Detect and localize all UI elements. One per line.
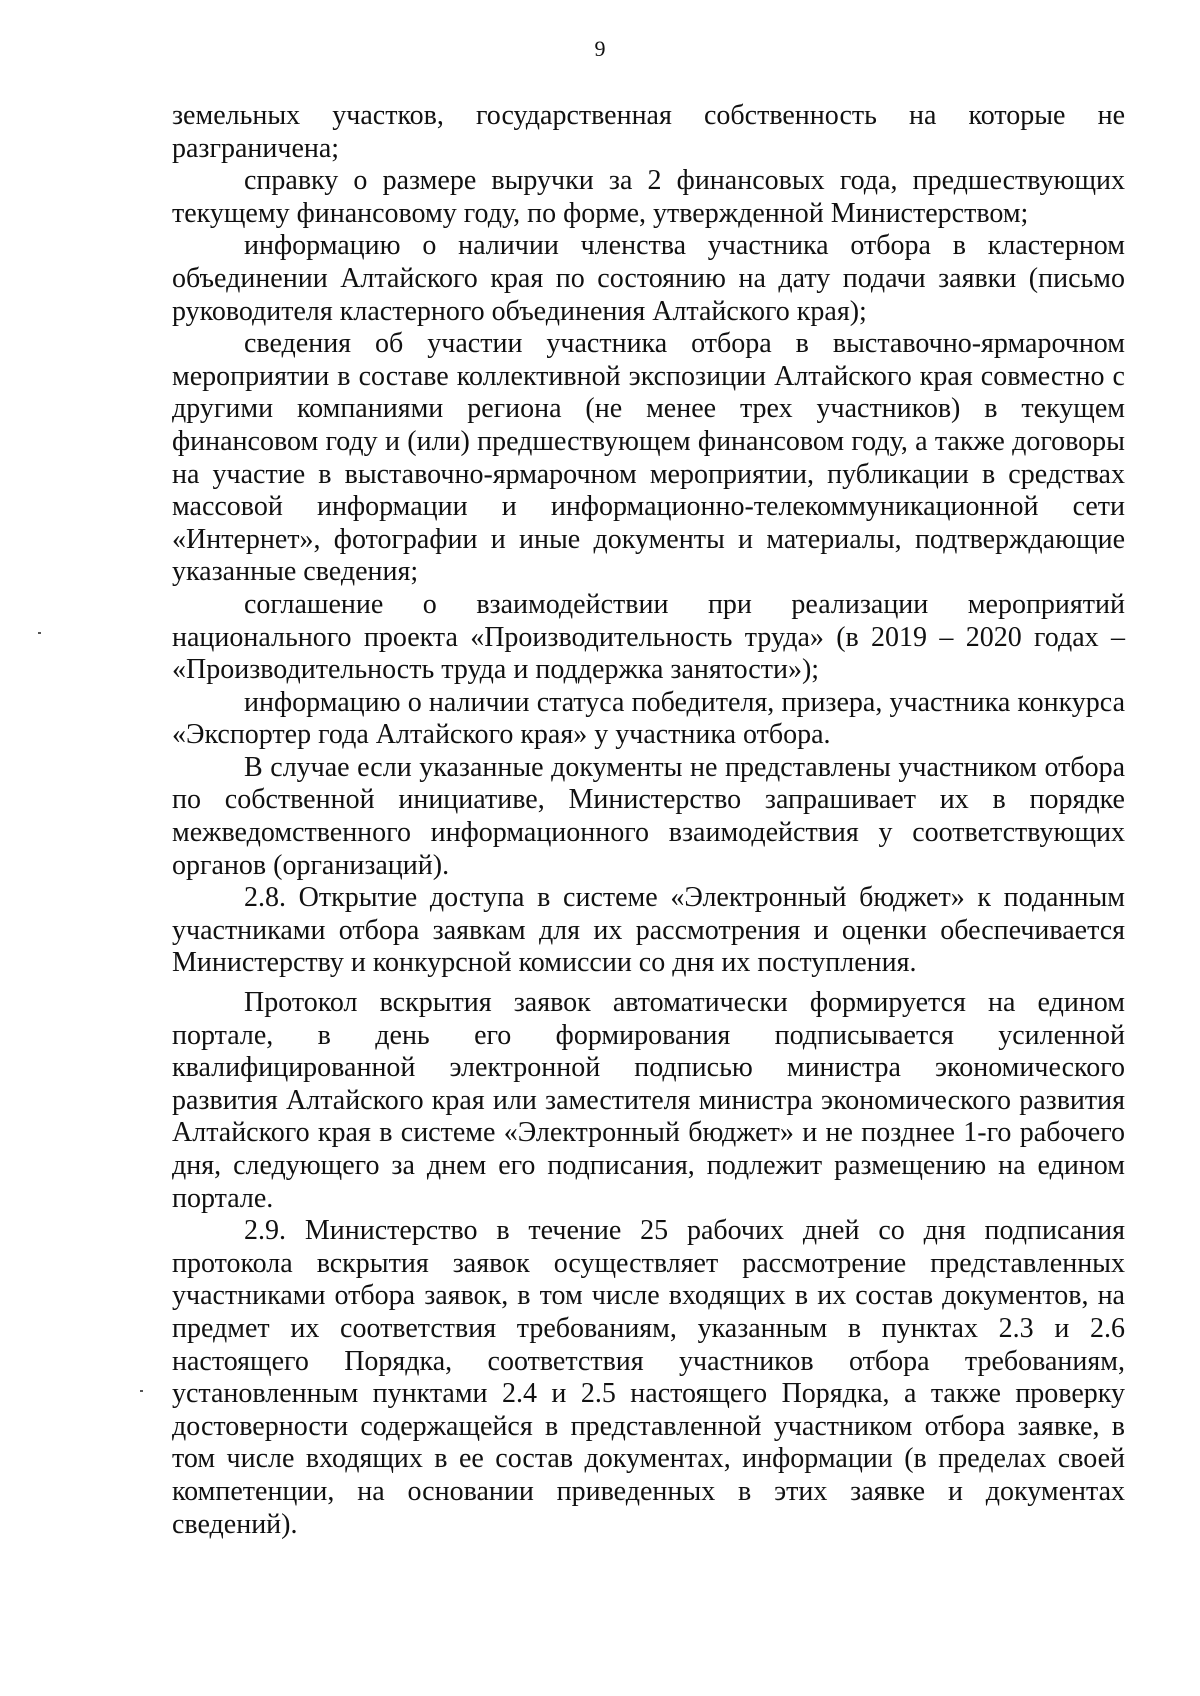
scan-speck xyxy=(140,1390,143,1392)
paragraph-section-2-9: 2.9. Министерство в течение 25 рабочих дней со дня подписания протокола вскрытия заявок осуществляет рассмотрение представленных участниками отбора заявок, в том числе входящих в их состав документов, на предмет их соответствия требованиям, указанным в пунктах 2.3 и 2.6 настоящего Порядка, соответствия участников отбора требованиям, установленным пунктами 2.4 и 2.5 настоящего Порядка, а также проверку достоверности содержащейся в представленной участником отбора заявке, в том числе входящих в ее состав документах, информации (в пределах своей компетенции, на основании приведенных в этих заявке и документах сведений). xyxy=(172,1215,1125,1540)
paragraph-revenue-certificate: справку о размере выручки за 2 финансовых года, предшествующих текущему финансовому году, по форме, утвержденной Министерством; xyxy=(172,165,1125,229)
page-number: 9 xyxy=(594,36,606,61)
paragraph-section-2-8: 2.8. Открытие доступа в системе «Электронный бюджет» к поданным участниками отбора заявкам для их рассмотрения и оценки обеспечивается Министерству и конкурсной комиссии со дня их поступления. xyxy=(172,882,1125,979)
paragraph-exporter-status: информацию о наличии статуса победителя, призера, участника конкурса «Экспортер года Алтайского края» у участника отбора. xyxy=(172,686,1125,751)
paragraph-cluster-membership: информацию о наличии членства участника отбора в кластерном объединении Алтайского края по состоянию на дату подачи заявки (письмо руководителя кластерного объединения Алтайского края); xyxy=(172,230,1125,327)
paragraph-opening-protocol: Протокол вскрытия заявок автоматически формируется на едином портале, в день его формирования подписывается усиленной квалифицированной электронной подписью министра экономического развития Алтайского края или заместителя министра экономического развития Алтайского края в системе «Электронный бюджет» и не позднее 1-го рабочего дня, следующего за днем его подписания, подлежит размещению на едином портале. xyxy=(172,987,1125,1214)
document-body xyxy=(172,100,1125,1541)
scan-speck xyxy=(38,632,41,634)
paragraph-exhibition-participation: сведения об участии участника отбора в выставочно-ярмарочном мероприятии в составе коллективной экспозиции Алтайского края совместно с другими компаниями региона (не менее трех участников) в текущем финансовом году и (или) предшествующем финансовом году, а также договоры на участие в выставочно-ярмарочном мероприятии, публикации в средствах массовой информации и информационно-телекоммуникационной сети «Интернет», фотографии и иные документы и материалы, подтверждающие указанные сведения; xyxy=(172,328,1125,588)
paragraph-interagency-request: В случае если указанные документы не представлены участником отбора по собственной инициативе, Министерство запрашивает их в порядке межведомственного информационного взаимодействия у соответствующих органов (организаций). xyxy=(172,751,1125,881)
paragraph-productivity-agreement: соглашение о взаимодействии при реализации мероприятий национального проекта «Производительность труда» (в 2019 – 2020 годах – «Производительность труда и поддержка занятости»); xyxy=(172,588,1125,686)
paragraph-land-plots: земельных участков, государственная собственность на которые не разграничена; xyxy=(172,100,1125,164)
